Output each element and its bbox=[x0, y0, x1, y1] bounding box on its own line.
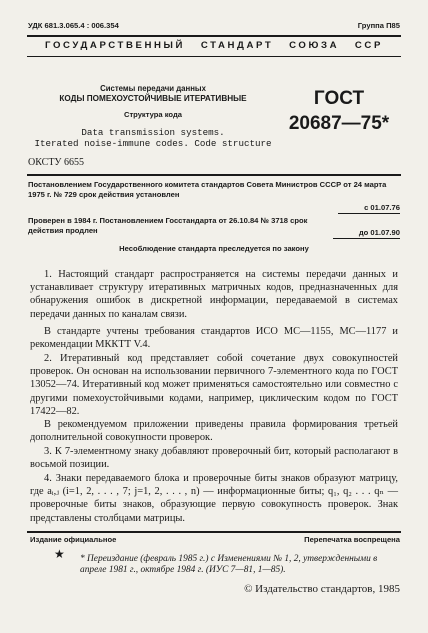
header-rule-bottom bbox=[27, 56, 401, 57]
title-line-3: Структура кода bbox=[123, 110, 183, 119]
reprint-note: * Переиздание (февраль 1985 г.) с Изменениями № 1, 2, утвержденными в апреле 1981 г., октябре 1984 г. (ИУС 7—81, 1—85). bbox=[80, 554, 378, 576]
title-en-line-1: Data transmission systems. bbox=[81, 127, 225, 138]
decree-rule-top bbox=[27, 174, 401, 176]
decree-text-2: Проверен в 1984 г. Постановлением Госстандарта от 26.10.84 № 3718 срок действия продлен bbox=[28, 216, 308, 236]
paragraph-4: 4. Знаки передаваемого блока и проверочные биты знаков образуют матрицу, где aᵢ,ⱼ (i=1, 2, . . . , 7; j=1, 2, . . . , n) — информационные биты; q₁, q₂ . . . qₙ — проверочные биты знаков, образующие первую совокупность проверок. Знак представлены столбцами матрицы. bbox=[30, 473, 398, 524]
official-edition: Издание официальное bbox=[30, 535, 117, 544]
footer-rule bbox=[27, 531, 401, 533]
reprint-ban: Перепечатка воспрещена bbox=[304, 535, 400, 544]
gost-number: 20687—75* bbox=[288, 113, 390, 134]
group-code: Группа П85 bbox=[357, 21, 400, 30]
paragraph-1: 1. Настоящий стандарт распространяется на системы передачи данных и устанавливает структуру итеративных матричных кодов, предназначенных для обнаружения ошибок в дискретной информации, передаваемой в системах передачи данных по каналам связи. bbox=[30, 269, 398, 320]
paragraph-2: 2. Итеративный код представляет собой сочетание двух совокупностей проверок. Он основан на использовании первичного 7-элементного кода по ГОСТ 13052—74. Итеративный код может применяться самостоятельно или совместно с другими помехоустойчивыми кодами, например, циклическим кодом по ГОСТ 17422—82. bbox=[30, 353, 398, 417]
decree-text-1: Постановлением Государственного комитета стандартов Совета Министров СССР от 24 марта 1975 г. № 729 срок действия установлен bbox=[28, 180, 387, 200]
title-en-line-2: Iterated noise-immune codes. Code structure bbox=[34, 138, 272, 149]
header-rule-top bbox=[27, 35, 401, 37]
udk-code: УДК 681.3.065.4 : 006.354 bbox=[28, 21, 119, 30]
decree-date-1: с 01.07.76 bbox=[338, 203, 400, 214]
law-notice: Несоблюдение стандарта преследуется по закону bbox=[119, 244, 309, 253]
state-standard-heading: ГОСУДАРСТВЕННЫЙ СТАНДАРТ СОЮЗА ССР bbox=[45, 40, 383, 51]
decree-date-2: до 01.07.90 bbox=[333, 228, 400, 239]
okstu-code: ОКСТУ 6655 bbox=[28, 157, 85, 168]
title-line-2: КОДЫ ПОМЕХОУСТОЙЧИВЫЕ ИТЕРАТИВНЫЕ bbox=[59, 94, 247, 103]
paragraph-3: 3. К 7-элементному знаку добавляют проверочный бит, который располагают в восьмой позиции. bbox=[30, 446, 398, 471]
star-icon: ★ bbox=[54, 547, 65, 561]
copyright: © Издательство стандартов, 1985 bbox=[244, 583, 400, 595]
gost-label: ГОСТ bbox=[313, 88, 365, 109]
paragraph-1b: В стандарте учтены требования стандартов ИСО МС—1155, МС—1177 и рекомендации МККТТ V.4. bbox=[30, 326, 398, 351]
title-line-1: Системы передачи данных bbox=[100, 84, 206, 93]
paragraph-2b: В рекомендуемом приложении приведены правила формирования третьей дополнительной совокупности проверок. bbox=[30, 419, 398, 444]
